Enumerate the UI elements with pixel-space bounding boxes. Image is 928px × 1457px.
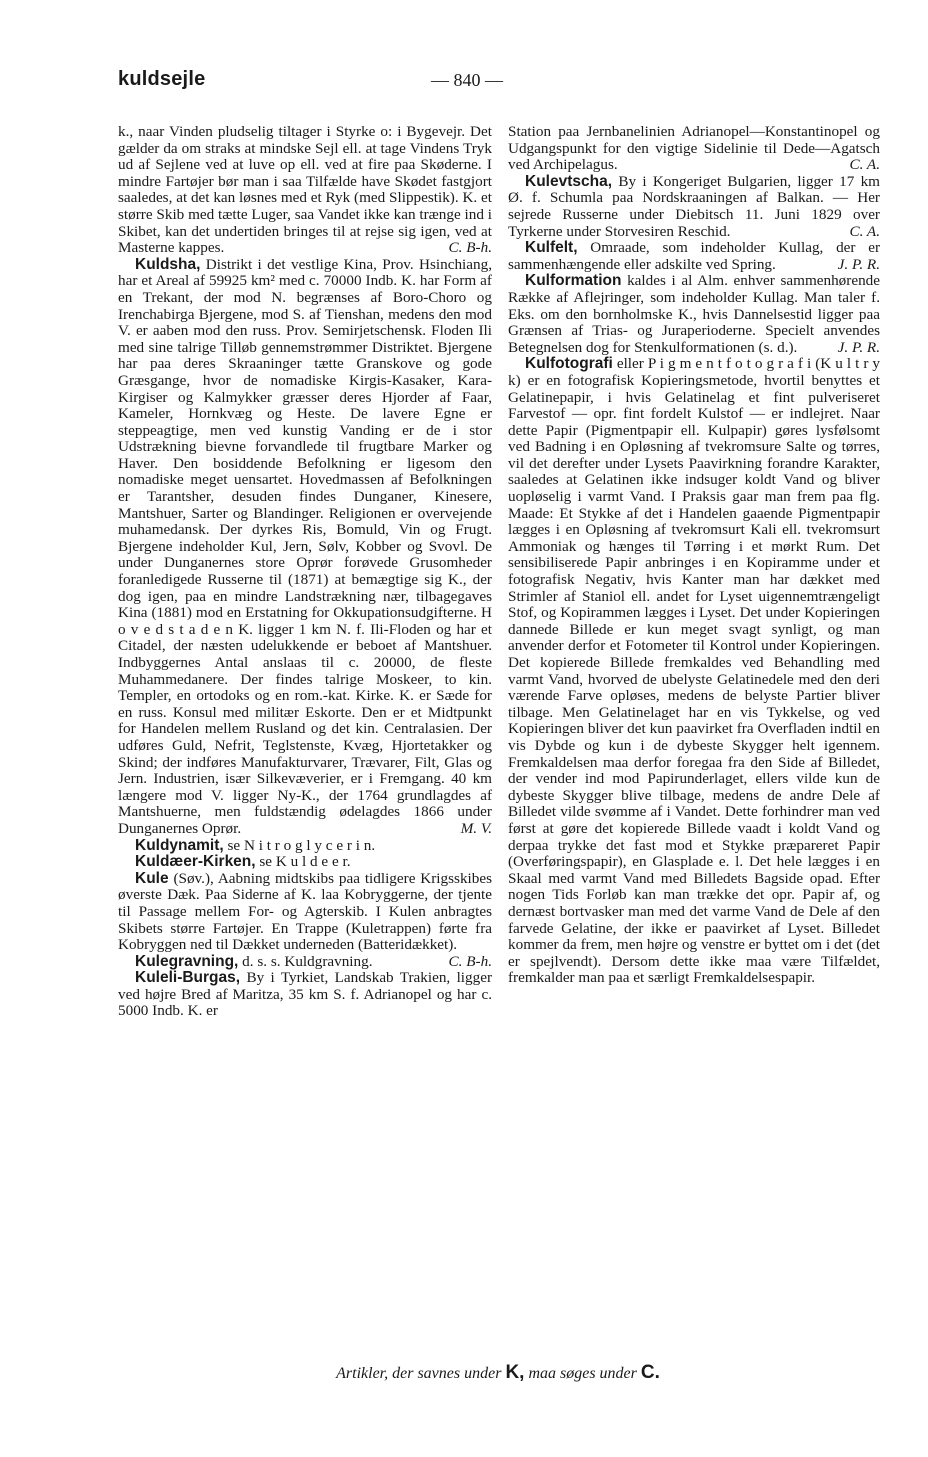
dictionary-entry xyxy=(118,257,492,838)
footer-letter-c: C. xyxy=(640,1362,660,1383)
author-signature: J. P. R. xyxy=(837,255,880,273)
dictionary-entry xyxy=(508,174,880,240)
entry-text: (Søv.), Aabning midtskibs paa tidligere Krigsskibes øverste Dæk. Paa Siderne af K. laa Kobryggerne, der tjente til Passage mellem For- og Agterskib. I Kulen anbragtes Skibets større Fartøjer. En Trappe (Kuletrappen) førte fra Kobryggen ned til Dækket underneden (Batteridækket). xyxy=(118,869,493,954)
entry-text: se K u l d e e r. xyxy=(259,853,351,871)
dictionary-entry xyxy=(508,273,880,356)
entry-text: se N i t r o g l y c e r i n. xyxy=(227,836,376,854)
right-column xyxy=(508,124,880,987)
page-number: — 840 — xyxy=(431,70,503,90)
footer-note xyxy=(118,1362,878,1384)
entry-text: By i Kongeriget Bulgarien, ligger 17 km Ø. f. Schumla paa Nordskraaningen af Balkan. — Her sejrede Russerne under Diebitsch 11. Juni 1829 over Tyrkerne under Storvesiren Reschid. xyxy=(508,172,880,240)
author-signature: C. A. xyxy=(849,156,880,174)
entry-text: d. s. s. Kuldgravning. xyxy=(242,952,373,970)
entry-continuation xyxy=(118,124,492,257)
running-head: kuldsejle xyxy=(118,68,206,90)
entry-headword: Kuleli-Burgas, xyxy=(135,969,241,987)
entry-headword: Kulformation xyxy=(525,272,622,290)
footer-text-1: Artikler, der savnes under xyxy=(336,1365,502,1382)
entry-text: eller P i g m e n t f o t o g r a f i (K u l t r y k) er en fotografisk Kopieringsmetode, hvortil benyttes et Gelatinepapir, i hvis Gelatinelag et fint pulveriseret Farvestof — opr. fint fordelt Kulstof — er indlejret. Naar dette Papir (Pigmentpapir ell. Kulpapir) gøres lysfølsomt ved Badning i en Opløsning af tvekromsure Salte og tørres, vil det derefter under Lysets Paavirkning forandre Karakter, saaledes at Gelatinen ikke indsuger koldt Vand og bliver uopløselig i varmt Vand. I Praksis gaar man frem paa flg. Maade: Et Stykke af det i Handelen gaaende Pigmentpapir lægges i en Opløsning af tvekromsurt Kali ell. tvekromsurt Ammoniak og hænges til Tørring i et mørkt Rum. Det sensibiliserede Papir anbringes i en Kopiramme under et fotografisk Negativ, hvis Kanter man har dækket med Strimler af Staniol ell. andet for Lyset uigennemtrængeligt Stof, og Kopirammen lægges i Lyset. Det under Kopieringen dannede Billede er kun meget svagt synligt, og man anvender derfor et Fotometer til Kontrol under Kopieringen. Det kopierede Billede fremkaldes ved Behandling med varmt Vand, hvorved de ubelyste Gelatinedele med den deri værende Farve opløses, medens de belyste Partier bliver tilbage. Men Gelatinelaget har en vis Tykkelse, og ved Kopieringen bliver det kun paavirket fra Overfladen indtil en vis Dybde og kun i de dybeste Skygger helt igennem. Fremkaldelsen maa derfor foregaa fra den Side af Billedet, der vender ind mod Papirunderlaget, ellers vilde kun de dybeste Skygger blive tilbage, medens de andre Dele af Billedet vilde svømme af i Vandet. Dette forhindrer man ved først at gøre det kopierede Billede vaadt i koldt Vand og derpaa trykke det fast mod et Stykke præpareret Papir (Overføringspapir), en Glasplade e. l. Det hele lægges i en Skaal med varmt Vand med Billedets Bagside opad. Efter nogen Tids Forløb kan man trække det opr. Papir af, og dernæst bortvasker man med det varme Vand de Dele af den farvede Gelatine, der ikke er paavirket af Lyset. Billedet kommer da frem, men højre og venstre er byttet om i det (det er spejlvendt). Dersom dette ikke maa være Tilfældet, fremkalder man paa et særligt Fremkaldelsespapir. xyxy=(508,355,880,987)
left-column xyxy=(118,124,492,1020)
entry-headword: Kulevtscha, xyxy=(525,172,613,190)
entry-headword: Kuldæer-Kirken, xyxy=(135,853,256,871)
entry-headword: Kuldsha, xyxy=(135,255,201,273)
entry-text: kaldes i al Alm. enhver sammenhørende Række af Aflejringer, som indeholder Kullag. Man taler f. Eks. om den bornholmske K., hvis Dannelsestid ligger paa Grænsen af Trias- og Juraperioderne. Specielt anvendes Betegnelsen dog for Stenkulformationen (s. d.). xyxy=(508,272,881,356)
entry-text: Omraade, som indeholder Kullag, der er sammenhængende eller adskilte ved Spring. xyxy=(508,239,881,273)
entry-text: Distrikt i det vestlige Kina, Prov. Hsinchiang, har et Areal af 59925 km² med c. 70000 Indb. K. har Form af en Trekant, der mod N. begrænses af Boro-Choro og Irenchabirga Bjergene, mod S. af Tienshan, medens den mod V. er aaben mod den russ. Prov. Semirjetschensk. Floden Ili med sine talrige Tilløb gennemstrømmer Distriktet. Bjergene har paa deres Skraaninger tætte Granskove og gode Græsgange, hvor de nomadiske Kirgis-Kasaker, Kara-Kirgiser og Kalmykker græsser deres Hjorder af Faar, Kameler, Hornkvæg og Heste. De lavere Egne er steppeagtige, men ved kunstig Vanding er de i stor Udstrækning bievne forvandlede til frugtbare Marker og Haver. Den bosiddende Befolkning er ligesom den nomadiske meget uensartet. Hovedmassen af Befolkningen er Tarantsher, desuden findes Dunganer, Kinesere, Mantshuer, Sarter og Blandinger. Religionen er overvejende muhamedansk. Der dyrkes Ris, Bomuld, Vin og Frugt. Bjergene indeholder Kul, Jern, Sølv, Kobber og Svovl. De under Dunganernes store Oprør forøvede Grusomheder foranledigede Russerne til (1871) at bemægtige sig K., der dog igen, paa en mindre Landstrækning nær, tilbagegaves Kina (1881) mod en Erstatning for Okkupationsudgifterne. H o v e d s t a d e n K. ligger 1 km N. f. Ili-Floden og har et Citadel, der næsten udelukkende er beboet af Mantshuer. Indbyggernes Antal anslaas til c. 20000, de fleste Muhammedanere. Der findes talrige Moskeer, to kin. Templer, en ortodoks og en rom.-kat. Kirke. K. er Sæde for en russ. Konsul med militær Eskorte. Den er et Midtpunkt for Handelen mellem Rusland og det kin. Centralasien. Der udføres Guld, Nefrit, Teglstenste, Kvæg, Hjortetakker og Skind; der indføres Manufakturvarer, Trævarer, Filt, Glas og Jern. Industrien, især Silkevæverier, er i Fremgang. 40 km længere mod V. ligger Ny-K., der 1764 grundlagdes af Mantshuerne, men fuldstændig ødelagdes 1866 under Dunganernes Oprør. xyxy=(118,255,493,837)
page-header xyxy=(118,68,816,98)
entry-text: Station paa Jernbanelinien Adrianopel—Konstantinopel og Udgangspunkt for den vigtige Sidelinie til Dede—Agatsch ved Archipelagus. xyxy=(508,123,880,174)
entry-headword: Kulfelt, xyxy=(525,239,578,257)
entry-headword: Kulfotografi xyxy=(525,355,613,373)
dictionary-entry xyxy=(508,240,880,273)
dictionary-entry xyxy=(118,838,492,855)
author-signature: M. V. xyxy=(460,819,492,837)
entry-text: k., naar Vinden pludselig tiltager i Styrke o: i Bygevejr. Det gælder da om straks at mindske Sejl ell. at tage Vindens Tryk ud af Sejlene ved at luve op ell. ved at fire paa Skøderne. I mindre Fartøjer bør man i saa Tilfælde have Skødet fastgjort saaledes, at det kan løsnes med et Ryk (med Slippestik). K. et større Skib med tætte Luger, saa Vandet ikke kan trænge ind i Skibet, kan det undertiden bringes til at rejse sig igen, ved at Masterne kappes. xyxy=(118,123,492,257)
entry-headword: Kuldynamit, xyxy=(135,836,224,854)
entry-text: By i Tyrkiet, Landskab Trakien, ligger ved højre Bred af Maritza, 35 km S. f. Adrianopel og har c. 5000 Indb. K. er xyxy=(118,969,492,1020)
footer-text-2: maa søges under xyxy=(528,1365,637,1382)
footer-letter-k: K, xyxy=(505,1362,525,1383)
author-signature: C. B-h. xyxy=(448,952,492,970)
entry-headword: Kulegravning, xyxy=(135,952,239,970)
dictionary-entry xyxy=(118,970,492,1020)
dictionary-entry xyxy=(118,854,492,871)
entry-headword: Kule xyxy=(135,869,169,887)
author-signature: C. B-h. xyxy=(448,239,492,257)
dictionary-entry xyxy=(508,356,880,987)
author-signature: J. P. R. xyxy=(837,338,880,356)
author-signature: C. A. xyxy=(849,222,880,240)
entry-continuation xyxy=(508,124,880,174)
